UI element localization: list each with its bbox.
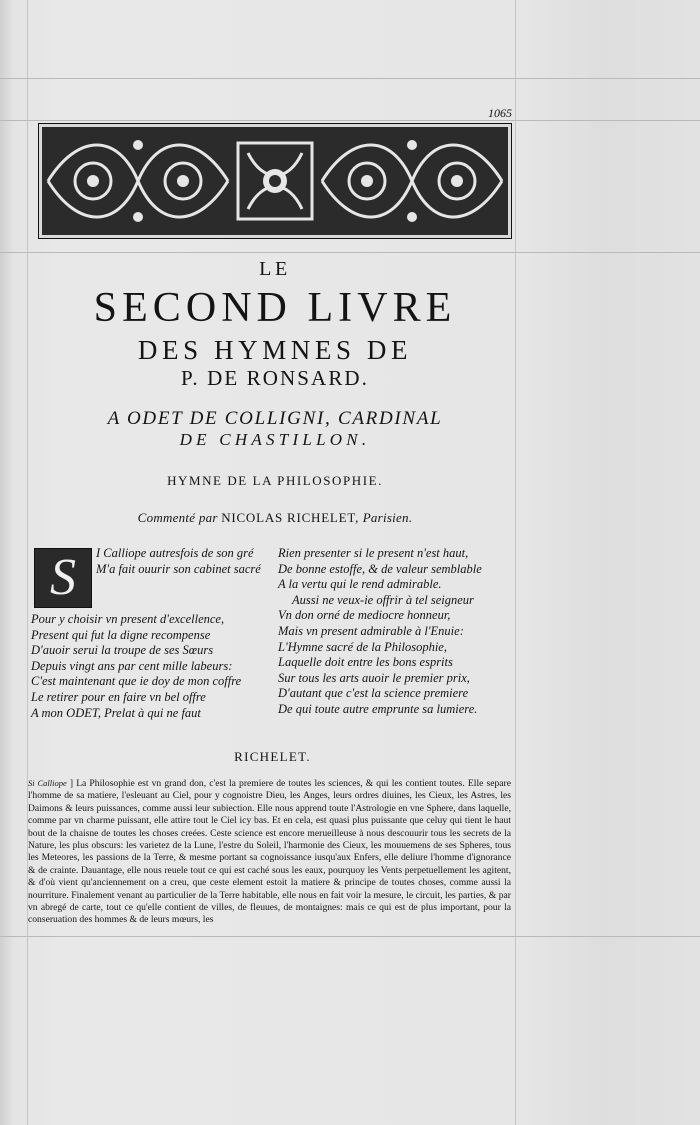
verse-line: A mon ODET, Prelat à qui ne faut xyxy=(31,705,201,720)
ruling-line xyxy=(0,252,700,253)
commentary-text: ] La Philosophie est vn grand don, c'est la premiere de toutes les sciences, & qui les contient toutes. Elle separe l'homme de sa matiere, l'esleuant au Ciel, pour y cognoistre Dieu, les Anges, leurs ordres diuines, les Cieux, les Astres, les Daimons & leurs puissances, comme aussi leur subiection. Elle nous apprend toute l'Astrologie en vne Sphere, dans laquelle, comme par vn charme puissant, elle attire tout le Ciel icy bas. Et en cela, est quasi plus puissante que celuy qui tient le haut bout de la chaisne de toutes les choses creées. Ceste science est encore merueilleuse à nous descouurir tous les secrets de la Nature, les plus obscurs: les varietez de la Lune, l'estre du Soleil, l'harmonie des Cieux, les mouuemens de ses Spheres, tous les Meteores, les passions de la Terre, & mesme portant sa cognoissance iusqu'aux Enfers, elle deliure l'homme d'ignorance & de crainte. Dauantage, elle nous reuele tout ce qui est caché sous les eaux, pourquoy les Vents perpetuellement les agitent, & d'où vient qu'anciennement on a creu, que ceste element estoit la matiere & principe de toutes choses, comme aussi la nourriture. Finalement venant au particulier de la Terre habitable, elle nous en fait voir la mesure, le circuit, les parties, & par vn abregé de carte, tout ce qu'elle contient de villes, de fleuues, de montaignes: mais ce qui est de plus important, pour la conseruation des hommes & de leurs mœurs, les xyxy=(28,778,511,926)
commentary-lemma: Si Calliope xyxy=(28,778,67,788)
verse-line: Present qui fut la digne recompense xyxy=(31,627,211,642)
commentary-heading: RICHELET. xyxy=(234,749,311,764)
commentary-block xyxy=(28,777,511,927)
dedication-line-2: DE CHASTILLON. xyxy=(179,430,371,449)
verse-line: A la vertu qui le rend admirable. xyxy=(278,577,442,592)
title-line-des-hymnes: DES HYMNES DE xyxy=(137,335,413,365)
headpiece-ornament xyxy=(38,123,512,239)
verse-line: C'est maintenant que ie doy de mon coffre xyxy=(31,674,242,689)
verse-left-column xyxy=(31,612,271,721)
ruling-line xyxy=(0,936,700,937)
verse-line: De bonne estoffe, & de valeur semblable xyxy=(278,561,482,576)
commentator-suffix: Parisien. xyxy=(362,510,413,525)
verse-line: D'autant que c'est la science premiere xyxy=(278,686,469,701)
title-line-second-livre: SECOND LIVRE xyxy=(93,285,457,331)
verse-line: Mais vn present admirable à l'Enuie: xyxy=(278,623,464,638)
verse-line: De qui toute autre emprunte sa lumiere. xyxy=(278,701,478,716)
hymn-title: HYMNE DE LA PHILOSOPHIE. xyxy=(167,473,383,488)
verse-line: Aussi ne veux-ie offrir à tel seigneur xyxy=(292,592,474,607)
verse-right-column xyxy=(278,546,518,718)
verse-line: I Calliope autresfois de son gré xyxy=(96,546,254,560)
commentary-paragraph xyxy=(28,777,511,927)
commentator-name: NICOLAS RICHELET, xyxy=(221,510,360,525)
ruling-line xyxy=(0,120,700,121)
title-line-author: P. DE RONSARD. xyxy=(180,366,370,390)
verse-line: Vn don orné de mediocre honneur, xyxy=(278,608,451,623)
verse-line: Laquelle doit entre les bons esprits xyxy=(278,655,453,670)
verse-line: Sur tous les arts auoir le premier prix, xyxy=(278,670,470,685)
drop-cap xyxy=(34,548,92,608)
verse-line: Rien presenter si le present n'est haut, xyxy=(278,546,469,560)
title-line-le: LE xyxy=(259,258,291,280)
folio-number: 1065 xyxy=(488,106,512,120)
verse-line: Depuis vingt ans par cent mille labeurs: xyxy=(31,658,233,673)
ruling-line xyxy=(0,78,700,79)
verse-line: Le retirer pour en faire vn bel offre xyxy=(31,689,206,704)
dedication-line-1: A ODET DE COLLIGNI, CARDINAL xyxy=(107,408,443,429)
commentator-line xyxy=(30,510,520,526)
commentator-prefix: Commenté par xyxy=(137,510,218,525)
verse-line: L'Hymne sacré de la Philosophie, xyxy=(278,639,447,654)
verse-line: M'a fait ouurir son cabinet sacré xyxy=(96,561,261,576)
verse-line: Pour y choisir vn present d'excellence, xyxy=(31,612,225,626)
verse-left-top xyxy=(96,546,264,577)
drop-cap-letter: S xyxy=(50,549,76,606)
ruling-line xyxy=(27,0,28,1125)
verse-line: D'auoir serui la troupe de ses Sœurs xyxy=(31,643,214,658)
